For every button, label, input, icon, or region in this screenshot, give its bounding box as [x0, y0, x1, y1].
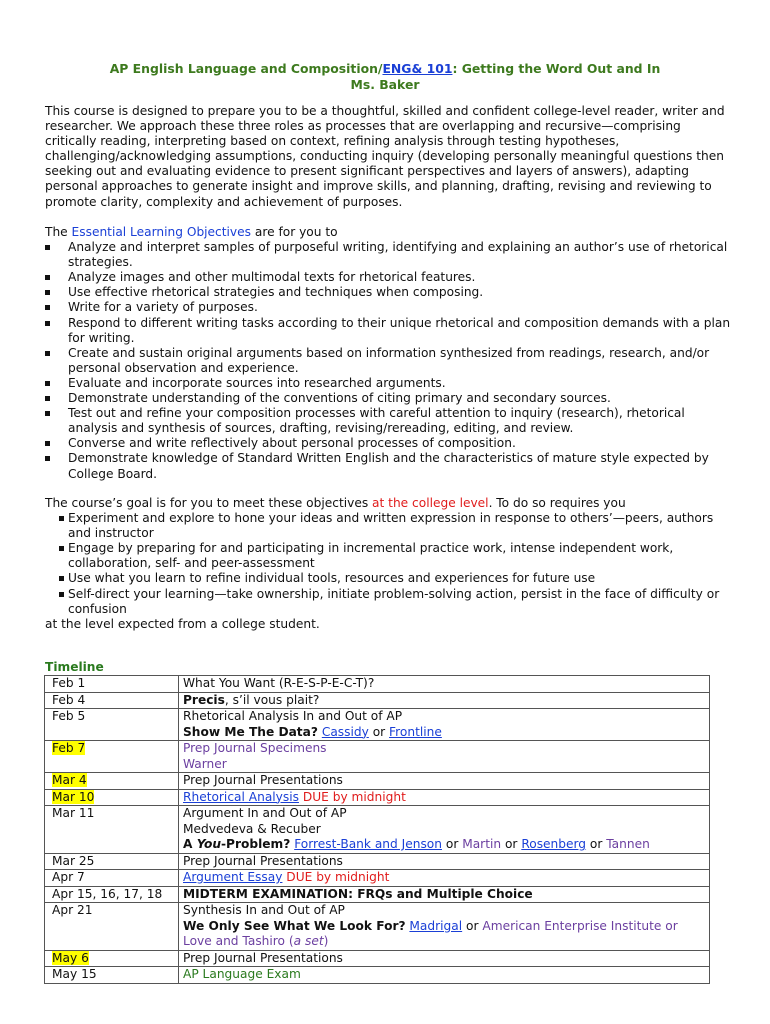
table-row: [45, 741, 710, 773]
or-text: or: [462, 918, 483, 933]
topic-cell: [179, 692, 710, 709]
date-cell: Mar 25: [45, 853, 179, 870]
table-row: [45, 806, 710, 854]
date-cell: Apr 21: [45, 903, 179, 951]
list-item: Analyze and interpret samples of purposeful writing, identifying and explaining an author’s use of rhetorical strategies.: [45, 240, 735, 270]
madrigal-link[interactable]: Madrigal: [409, 918, 463, 933]
table-row: [45, 676, 710, 693]
topic-cell: [179, 870, 710, 887]
table-row: [45, 709, 710, 741]
goal-section: [45, 496, 735, 632]
highlighted-date: Mar 4: [52, 773, 87, 787]
or-text: or: [441, 837, 463, 851]
list-item: Use effective rhetorical strategies and techniques when composing.: [45, 285, 735, 300]
objectives-section: [45, 225, 735, 482]
goal-college-level: at the college level: [372, 496, 489, 510]
goal-post: . To do so requires you: [488, 496, 626, 510]
instructor-name: Ms. Baker: [350, 77, 420, 92]
topic-cell: What You Want (R-E-S-P-E-C-T)?: [179, 676, 710, 693]
objectives-list: [45, 240, 735, 482]
or-text: or: [586, 837, 607, 851]
list-item: Write for a variety of purposes.: [45, 300, 735, 315]
table-row: [45, 967, 710, 984]
goal-pre: The course’s goal is for you to meet these objectives: [45, 496, 373, 510]
highlighted-date: May 6: [52, 950, 89, 965]
date-cell: May 15: [45, 967, 179, 984]
list-item: Engage by preparing for and participating in incremental practice work, intense independent work, collaboration, self- and peer-assessment: [45, 541, 735, 571]
topic-cell: [179, 789, 710, 806]
forrest-bank-link[interactable]: Forrest-Bank and Jenson: [294, 837, 442, 851]
topic-cell: [179, 741, 710, 773]
topic-cell: [179, 886, 710, 903]
intro-paragraph: This course is designed to prepare you to be a thoughtful, skilled and confident college-level reader, writer and researcher. We approach these three roles as processes that are overlapping and recursive—comprising critically reading, interpreting based on context, refining analysis through testing hypotheses, challenging/acknowledging assumptions, conducting inquiry (developing personally meaningful questions then seeking out and evaluating evidence to present significant perspectives and layers of answers), adapting personal approaches to generate insight and improve skills, and planning, drafting, revising and reviewing to promote clarity, complexity and achievement of purposes.: [45, 104, 725, 209]
topic-cell: AP Language Exam: [179, 967, 710, 984]
topic-cell: Prep Journal Presentations: [179, 773, 710, 790]
timeline-heading: Timeline: [45, 660, 104, 674]
list-item: Use what you learn to refine individual tools, resources and experiences for future use: [45, 571, 735, 586]
date-cell: Feb 4: [45, 692, 179, 709]
cassidy-link[interactable]: Cassidy: [321, 724, 369, 739]
table-row: [45, 870, 710, 887]
topic-rest: , s’il vous plait?: [224, 692, 320, 707]
date-cell: [45, 950, 179, 967]
frontline-link[interactable]: Frontline: [389, 724, 442, 739]
table-row: [45, 692, 710, 709]
timeline-table: [44, 675, 710, 984]
date-cell: [45, 741, 179, 773]
tannen-text: Tannen: [606, 837, 650, 851]
paren-text: ): [323, 934, 329, 948]
goal-list: [45, 511, 735, 617]
or-text: or: [368, 724, 390, 739]
objectives-lead: [45, 225, 735, 240]
list-item: Demonstrate knowledge of Standard Written English and the characteristics of mature style expected by College Board.: [45, 451, 735, 481]
table-row: [45, 789, 710, 806]
table-row: [45, 903, 710, 951]
table-row: [45, 950, 710, 967]
objectives-lead-post: are for you to: [251, 225, 338, 239]
date-cell: [45, 789, 179, 806]
title-part2: : Getting the Word Out and In: [452, 61, 661, 76]
topic-bold: We Only See What We Look For?: [183, 918, 406, 933]
list-item: Experiment and explore to hone your ideas and written expression in response to others’—peers, authors and instructor: [45, 511, 735, 541]
list-item: Analyze images and other multimodal texts for rhetorical features.: [45, 270, 735, 285]
date-cell: Feb 1: [45, 676, 179, 693]
rhetorical-analysis-link[interactable]: Rhetorical Analysis: [183, 789, 299, 804]
a-set-text: a set: [293, 934, 324, 948]
topic-bold: MIDTERM EXAMINATION: FRQs and Multiple Choice: [183, 886, 533, 901]
title-part1: AP English Language and Composition/: [109, 61, 383, 76]
list-item: Respond to different writing tasks according to their unique rhetorical and composition demands with a plan for writing.: [45, 316, 735, 346]
table-row: [45, 773, 710, 790]
topic-line: Rhetorical Analysis In and Out of AP: [183, 709, 403, 723]
highlighted-date: Mar 10: [52, 789, 95, 804]
topic-cell: Prep Journal Presentations: [179, 853, 710, 870]
argument-essay-link[interactable]: Argument Essay: [183, 870, 283, 884]
eng101-link[interactable]: ENG& 101: [382, 61, 453, 76]
date-cell: Apr 15, 16, 17, 18: [45, 886, 179, 903]
rosenberg-link[interactable]: Rosenberg: [521, 837, 587, 851]
topic-cell: [179, 806, 710, 854]
table-row: [45, 886, 710, 903]
topic-cell: [179, 709, 710, 741]
table-row: [45, 853, 710, 870]
date-cell: Mar 11: [45, 806, 179, 854]
topic-line: Argument In and Out of AP: [183, 806, 347, 820]
topic-bold: A: [183, 837, 197, 851]
topic-bold: Show Me The Data?: [183, 724, 318, 739]
topic-line: Warner: [183, 756, 227, 771]
list-item: Create and sustain original arguments based on information synthesized from readings, research, and/or personal observation and experience.: [45, 346, 735, 376]
or-text: or: [501, 837, 522, 851]
topic-bold-italic: You: [196, 837, 221, 851]
goal-closing: at the level expected from a college student.: [45, 616, 320, 631]
list-item: Converse and write reflectively about personal processes of composition.: [45, 436, 735, 451]
date-cell: [45, 773, 179, 790]
topic-line: [183, 919, 705, 950]
topic-line: Medvedeva & Recuber: [183, 821, 321, 836]
date-cell: Feb 5: [45, 709, 179, 741]
due-text: DUE by midnight: [282, 870, 390, 884]
list-item: Self-direct your learning—take ownership, initiate problem-solving action, persist in the face of difficulty or confusion: [45, 587, 735, 617]
topic-bold: Precis: [183, 692, 225, 707]
martin-text: Martin: [462, 837, 502, 851]
essential-objectives-link[interactable]: Essential Learning Objectives: [71, 225, 251, 239]
topic-bold: -Problem?: [221, 837, 291, 851]
due-text: DUE by midnight: [298, 789, 406, 804]
highlighted-date: Feb 7: [52, 741, 86, 755]
topic-line: Prep Journal Specimens: [183, 741, 327, 755]
objectives-lead-pre: The: [45, 225, 72, 239]
list-item: Evaluate and incorporate sources into researched arguments.: [45, 376, 735, 391]
list-item: Demonstrate understanding of the conventions of citing primary and secondary sources.: [45, 391, 735, 406]
topic-line: [183, 837, 705, 853]
topic-cell: Prep Journal Presentations: [179, 950, 710, 967]
page-title: [60, 61, 710, 93]
paren-text: (: [284, 934, 294, 948]
aei-text: American Enterprise Institute or Love and Tashiro: [183, 918, 678, 948]
topic-line: [183, 725, 705, 741]
list-item: Test out and refine your composition processes with careful attention to inquiry (research), rhetorical analysis and synthesis of sources, drafting, revising/rereading, editing, and review.: [45, 406, 735, 436]
goal-lead: [45, 496, 735, 511]
date-cell: Apr 7: [45, 870, 179, 887]
topic-line: Synthesis In and Out of AP: [183, 903, 345, 917]
topic-cell: [179, 903, 710, 951]
